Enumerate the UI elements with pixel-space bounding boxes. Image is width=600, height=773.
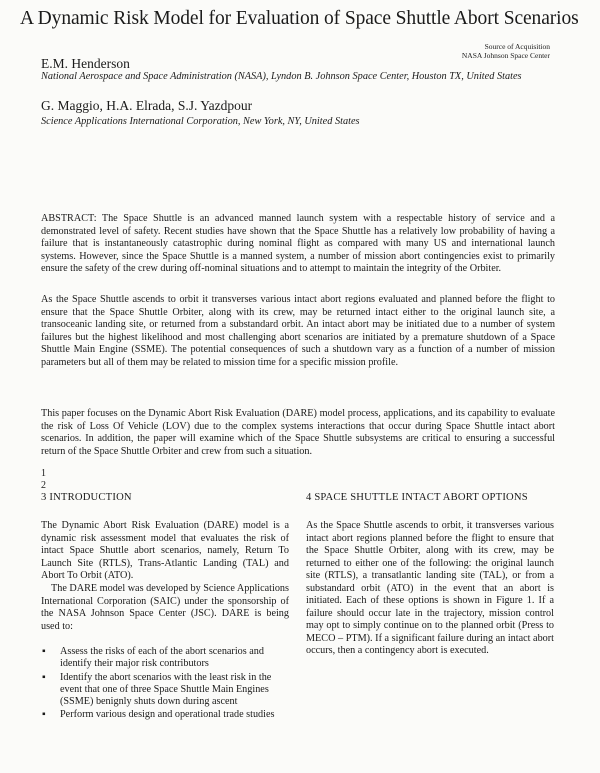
abstract: ABSTRACT: The Space Shuttle is an advanced manned launch system with a respectable history of service and a demonstrated level of safety. Recent studies have shown that the Space Shuttle has a relatively low probability of having a failure that is instantaneously catastrophic during nominal flight as compared with many US and international launch systems. However, since the Space Shuttle is a manned system, a number of mission abort contingencies exist to primarily ensure the safety of the crew during off-nominal situations and to attempt to maintain the integrity of the Orbiter.: [41, 213, 555, 275]
paper-title: A Dynamic Risk Model for Evaluation of Space Shuttle Abort Scenarios: [20, 8, 579, 29]
bullet-icon: ▪: [42, 709, 46, 721]
author-name: G. Maggio, H.A. Elrada, S.J. Yazdpour: [41, 98, 253, 113]
source-stamp-line: Source of Acquisition: [484, 42, 550, 51]
list-item: ▪ Assess the risks of each of the abort scenarios and identify their major risk contributors: [42, 646, 264, 670]
source-stamp: [450, 42, 550, 60]
author-affiliation: Science Applications International Corporation, New York, NY, United States: [41, 116, 360, 127]
body-paragraph: This paper focuses on the Dynamic Abort Risk Evaluation (DARE) model process, applications, and its capability to evaluate the risk of Loss Of Vehicle (LOV) due to the complex systems interactions that occur during Space Shuttle intact abort scenarios. In addition, the paper will examine which of the Space Shuttle subsystems are critical to ensuring a successful return of the Space Shuttle Orbiter and crew from such a situation.: [41, 408, 555, 457]
section-heading: 3 INTRODUCTION: [41, 492, 132, 503]
author-name: E.M. Henderson: [41, 56, 130, 71]
stray-number: 1: [41, 468, 46, 479]
section-heading: 4 SPACE SHUTTLE INTACT ABORT OPTIONS: [306, 492, 528, 503]
bullet-list: [41, 646, 289, 723]
bullet-icon: ▪: [42, 671, 46, 683]
author-affiliation: National Aerospace and Space Administration (NASA), Lyndon B. Johnson Space Center, Houston TX, United States: [41, 71, 522, 82]
source-stamp-line: NASA Johnson Space Center: [461, 51, 550, 60]
list-item: ▪ Perform various design and operational trade studies: [42, 709, 275, 721]
body-paragraph: The Dynamic Abort Risk Evaluation (DARE) model is a dynamic risk assessment model that evaluates the risk of intact Space Shuttle abort scenarios, namely, Return To Launch Site (RTLS), Trans-Atlantic Landing (TAL) and Abort To Orbit (ATO).: [41, 520, 289, 581]
list-item: ▪ Identify the abort scenarios with the least risk in the event that one of three Space Shuttle Main Engines (SSME) benignly shuts down during ascent: [42, 671, 272, 708]
bullet-icon: ▪: [42, 646, 46, 657]
body-paragraph: As the Space Shuttle ascends to orbit it transverses various intact abort regions evaluated and planned before the flight to ensure that the Space Shuttle Orbiter, along with its crew, may be returned intact either to the original launch site, a transoceanic landing site, or returned from a substandard orbit. An intact abort may be initiated due to a number of system failures but the highest likelihood and most challenging abort scenarios are initiated by a premature shutdown of a Space Shuttle Main Engine (SSME). The potential consequences of such a shutdown vary as a function of a number of mission parameters but all of them may be related to mission time for a specific mission profile.: [41, 294, 555, 368]
body-paragraph: As the Space Shuttle ascends to orbit, it transverses various intact abort regions planned before the flight to ensure that the Space Shuttle Orbiter, along with its crew, may be returned to either one of the following: the original launch site (RTLS), a transatlantic landing site (TAL), or from a substandard orbit (ATO) in the event that an abort is initiated. Each of these options is shown in Figure 1. If a failure should occur late in the trajectory, mission control may opt to simply continue on to the planned orbit (Press to MECO – PTM). If a significant failure during an intact abort occurs, then a contingency abort is executed.: [306, 520, 554, 656]
stray-number: 2: [41, 480, 46, 491]
body-paragraph: The DARE model was developed by Science Applications International Corporation (SAIC) under the sponsorship of the NASA Johnson Space Center (JSC). DARE is being used to:: [41, 583, 289, 632]
